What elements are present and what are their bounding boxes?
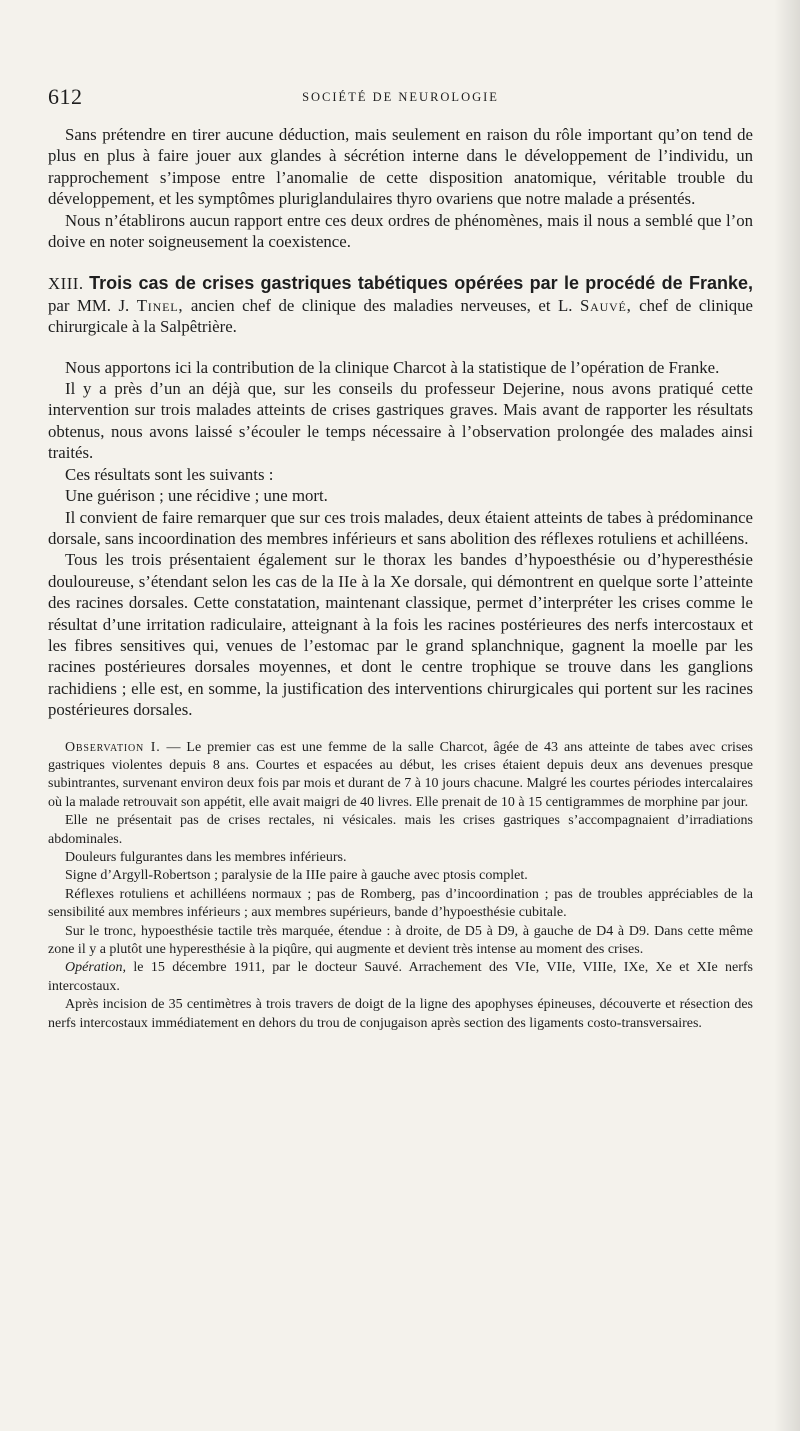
body-paragraph: Une guérison ; une récidive ; une mort.	[65, 486, 328, 506]
running-title: SOCIÉTÉ DE NEUROLOGIE	[302, 90, 499, 104]
author-sauve-role: chef de clinique chirurgicale à la Salpêtrière.	[48, 295, 753, 337]
section-title: Trois cas de crises gastriques tabétiques opérées par le procédé de Franke,	[89, 273, 753, 294]
observation-section	[48, 739, 753, 1034]
section-number: XIII.	[48, 274, 84, 294]
spacer	[48, 338, 753, 357]
author-tinel-role: ancien chef de clinique des maladies nerveuses, et L.	[190, 295, 573, 315]
page-body	[48, 124, 753, 1033]
author-sauve: Sauvé,	[579, 295, 632, 315]
intro-paragraph-2: Nous n’établirons aucun rapport entre ces deux ordres de phénomènes, mais il nous a semblé que l’on doive en noter soigneusement la coexistence.	[48, 210, 753, 252]
operation-label: Opération,	[65, 960, 127, 976]
section-heading	[48, 273, 753, 337]
observation-paragraph: Sur le tronc, hypoesthésie tactile très marquée, étendue : à droite, de D5 à D9, à gauche de D4 à D9. Dans cette même zone il y a plutôt une hyperesthésie à la piqûre, qui augmente et devient très intense au moment des crises.	[48, 923, 753, 958]
operation-text: le 15 décembre 1911, par le docteur Sauvé. Arrachement des VIe, VIIe, VIIIe, IXe, Xe et XIe nerfs intercostaux.	[48, 960, 754, 994]
body-paragraph: Tous les trois présentaient également sur le thorax les bandes d’hypoesthésie ou d’hyperesthésie douloureuse, s’étendant selon les cas de la IIe à la Xe dorsale, qui démontrent en quelque sorte l’atteinte des racines dorsales. Cette constatation, maintenant classique, permet d’interpréter les crises comme le résultat d’une irritation radiculaire, atteignant à la fois les racines postérieures des nerfs intercostaux et les fibres sensitives qui, venues de l’estomac par le grand splanchnique, gagnent la moelle par les racines postérieures dorsales moyennes, et dont le centre trophique se trouve dans les ganglions rachidiens ; elle est, en somme, la justification des interventions chirurgicales qui portent sur les racines postérieures dorsales.	[48, 550, 753, 720]
page-edge-shadow	[774, 0, 800, 1431]
page-number: 612	[48, 84, 83, 109]
body-paragraph: Nous apportons ici la contribution de la clinique Charcot à la statistique de l’opération de Franke.	[65, 357, 720, 377]
observation-final-paragraph: Après incision de 35 centimètres à trois travers de doigt de la ligne des apophyses épineuses, découverte et résection des nerfs intercostaux immédiatement en dehors du trou de conjugaison après section des ligaments costo-transversaires.	[48, 997, 753, 1031]
observation-paragraph: Réflexes rotuliens et achilléens normaux ; pas de Romberg, pas d’incoordination ; pas de troubles appréciables de la sensibilité aux membres inférieurs ; aux membres supérieurs, bande d’hypoesthésie cubitale.	[48, 886, 753, 921]
author-tinel: Tinel,	[136, 295, 184, 315]
observation-first-paragraph: — Le premier cas est une femme de la salle Charcot, âgée de 43 ans atteinte de tabes avec crises gastriques violentes depuis 8 ans. Courtes et espacées au début, les crises étaient depuis deux ans devenues presque subintrantes, survenant environ deux fois par mois et durant de 7 à 10 jours chacune. Malgré les courtes périodes intercalaires où la malade retrouvait son appétit, elle avait maigri de 40 livres. Elle prenait de 10 à 15 centigrammes de morphine par jour.	[48, 739, 754, 810]
section-by: par MM. J.	[48, 295, 130, 315]
body-paragraph: Il convient de faire remarquer que sur ces trois malades, deux étaient atteints de tabes à prédominance dorsale, sans incoordination des membres inférieurs et sans abolition des réflexes rotuliens et achilléens.	[48, 507, 753, 548]
observation-label: Observation I.	[65, 739, 161, 755]
observation-paragraph: Elle ne présentait pas de crises rectales, ni vésicales. mais les crises gastriques s’accompagnaient d’irradiations abdominales.	[48, 813, 753, 847]
page-header	[48, 84, 753, 112]
body-paragraph: Ces résultats sont les suivants :	[65, 464, 274, 484]
intro-paragraph-1: Sans prétendre en tirer aucune déduction, mais seulement en raison du rôle important qu’on tend de plus en plus à faire jouer aux glandes à sécrétion interne dans le développement de l’individu, un rapprochement s’impose entre l’anomalie de cette disposition anatomique, véritable trouble du développement, et les symptômes pluriglandulaires thyro ovariens que notre malade a présentés.	[48, 125, 753, 209]
body-paragraph: Il y a près d’un an déjà que, sur les conseils du professeur Dejerine, nous avons pratiqué cette intervention sur trois malades atteints de crises gastriques graves. Mais avant de rapporter les résultats obtenus, nous avons laissé s’écouler le temps nécessaire à l’observation prolongée des malades ainsi traités.	[48, 379, 753, 463]
observation-intro	[48, 739, 753, 813]
operation-paragraph	[48, 959, 753, 996]
observation-paragraph: Signe d’Argyll-Robertson ; paralysie de la IIIe paire à gauche avec ptosis complet.	[65, 868, 528, 884]
observation-paragraph: Douleurs fulgurantes dans les membres inférieurs.	[65, 850, 347, 865]
